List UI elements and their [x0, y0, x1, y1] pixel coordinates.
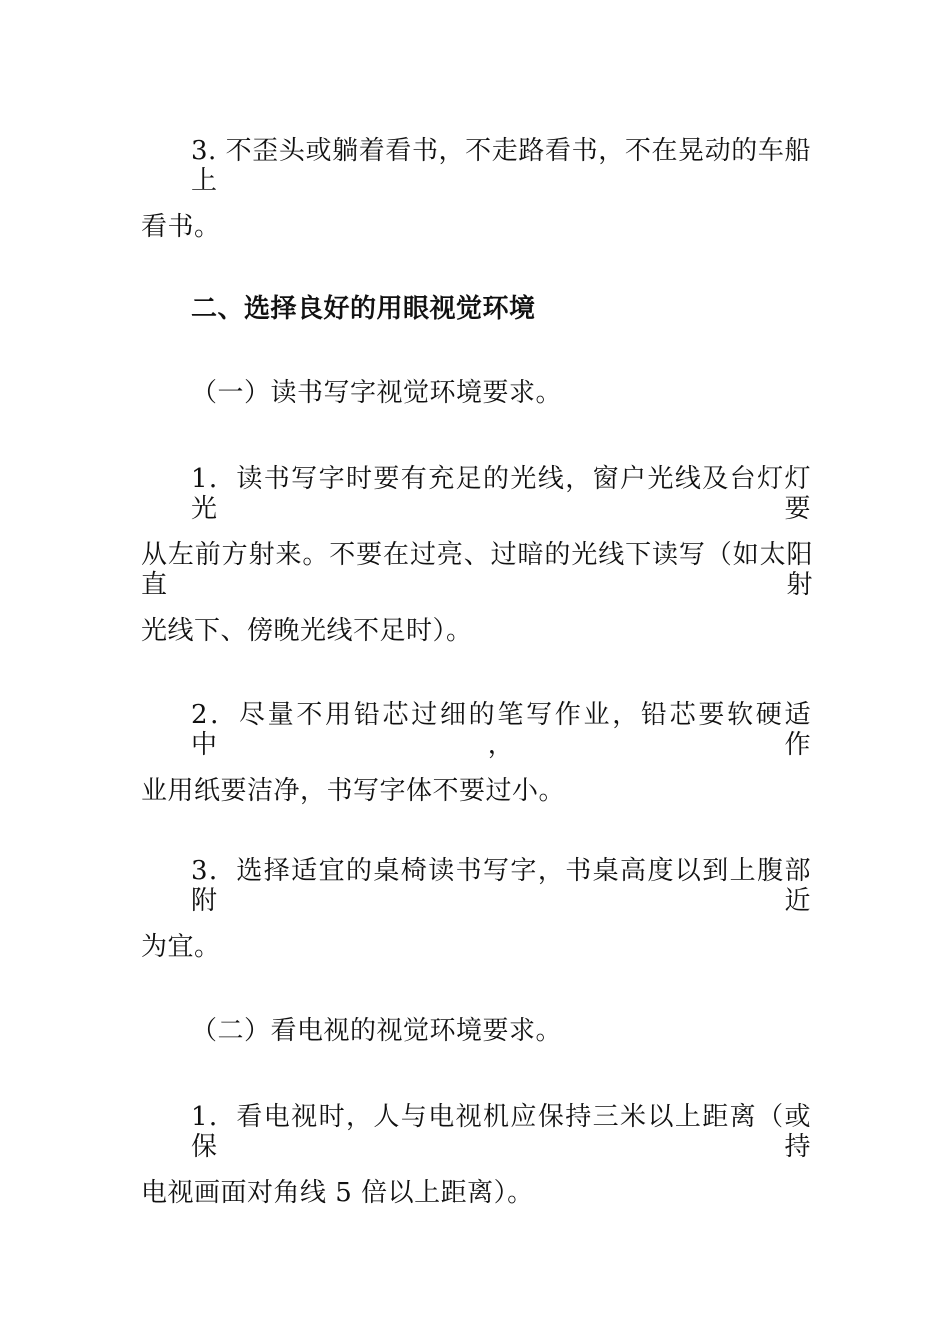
paragraph-line: 为宜。	[141, 932, 221, 962]
paragraph-line: 电视画面对角线 5 倍以上距离）。	[141, 1178, 534, 1208]
paragraph-line: 3．选择适宜的桌椅读书写字，书桌高度以到上腹部附近	[191, 856, 811, 916]
subsection-heading: （二）看电视的视觉环境要求。	[191, 1016, 563, 1046]
paragraph-line: 1．看电视时，人与电视机应保持三米以上距离（或保持	[191, 1102, 811, 1162]
paragraph-line: 1．读书写字时要有充足的光线，窗户光线及台灯灯光要	[191, 464, 811, 524]
paragraph-line: 看书。	[141, 212, 221, 242]
paragraph-line: 业用纸要洁净，书写字体不要过小。	[141, 776, 566, 806]
paragraph-line: 2．尽量不用铅芯过细的笔写作业，铅芯要软硬适中，作	[191, 700, 811, 760]
subsection-heading: （一）读书写字视觉环境要求。	[191, 378, 563, 408]
section-heading: 二、选择良好的用眼视觉环境	[191, 294, 536, 324]
paragraph-line: 3. 不歪头或躺着看书，不走路看书，不在晃动的车船上	[191, 136, 811, 196]
paragraph-line: 从左前方射来。不要在过亮、过暗的光线下读写（如太阳直射	[141, 540, 813, 600]
paragraph-line: 光线下、傍晚光线不足时）。	[141, 616, 473, 646]
